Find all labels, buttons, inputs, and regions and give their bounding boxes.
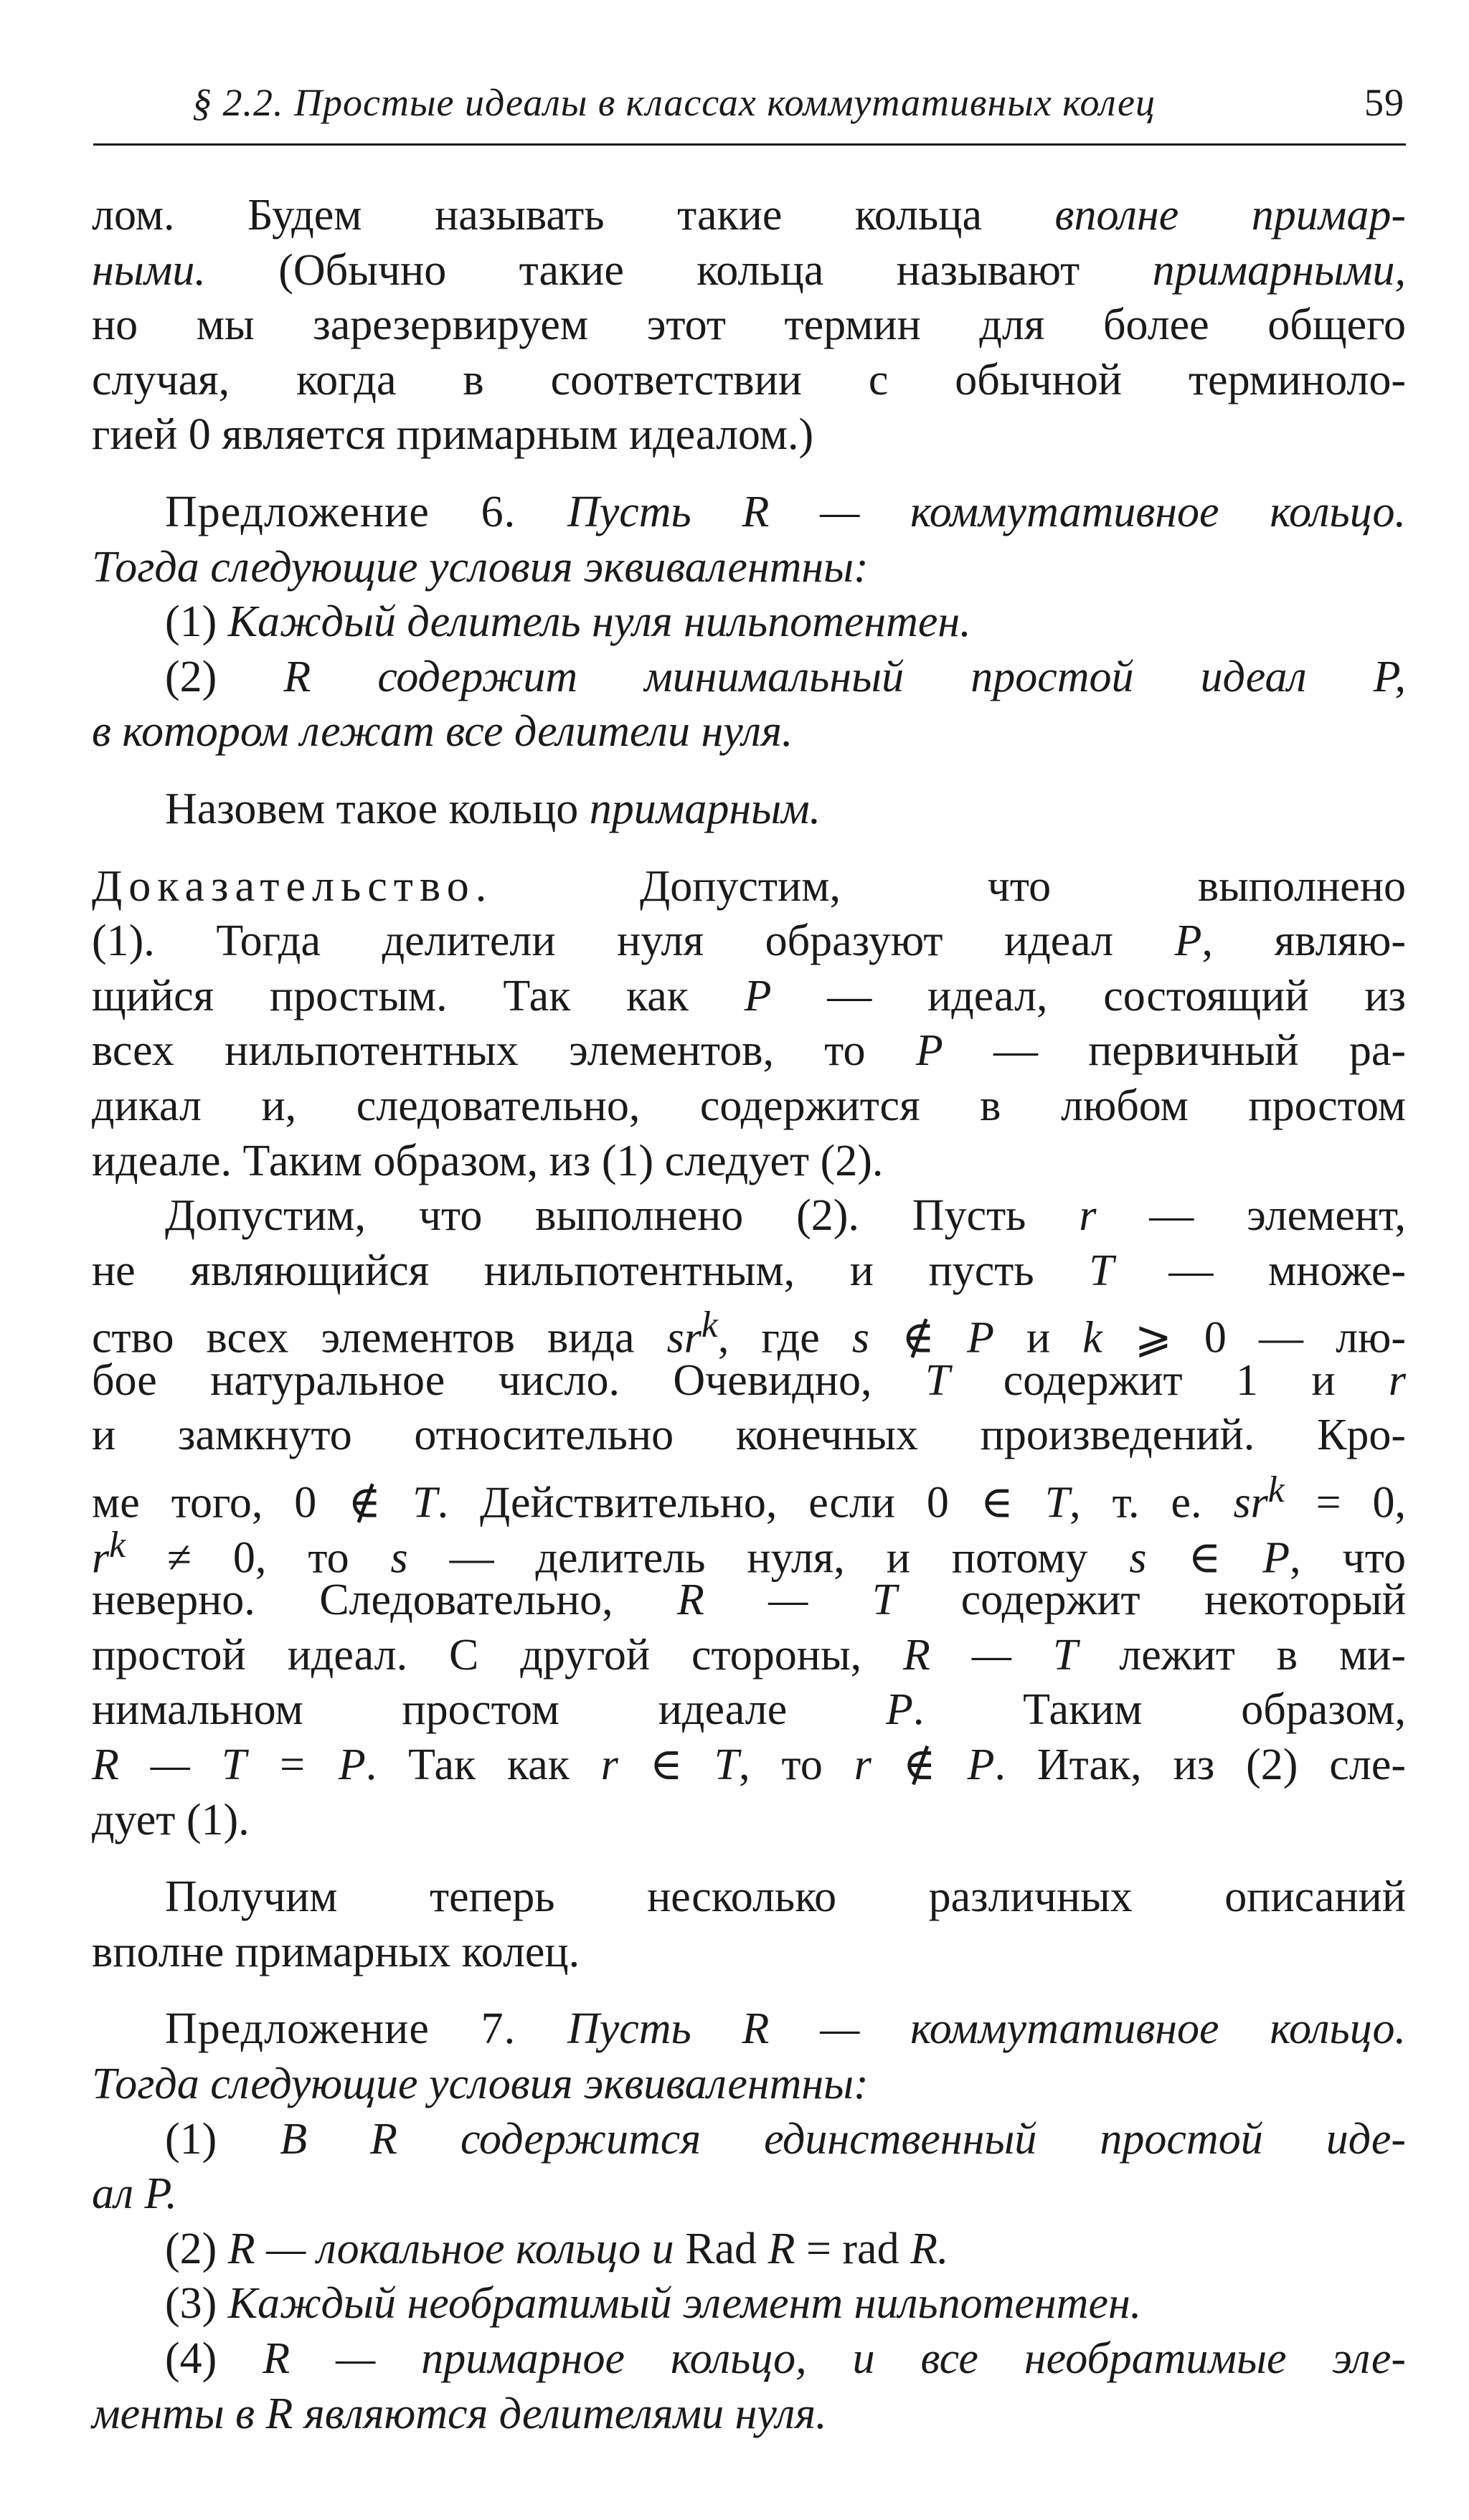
header-title: § 2.2. Простые идеалы в классах коммутативных колец	[192, 81, 1156, 124]
proposition-7-heading: Предложение 7. Пусть R — коммутативное кольцо.	[165, 2004, 1406, 2054]
text-line: дикал и, следовательно, содержится в любом простом	[92, 1081, 1406, 1130]
text-line: лом. Будем называть такие кольца вполне примар-	[92, 191, 1406, 240]
condition-3: (3) Каждый необратимый элемент нильпотентен.	[165, 2279, 1142, 2329]
text-line: Тогда следующие условия эквивалентны:	[92, 2060, 869, 2108]
text-line: простой идеал. С другой стороны, R — T лежит в ми-	[92, 1630, 1407, 1680]
text-line: ал P.	[92, 2169, 177, 2219]
text-line: в котором лежат все делители нуля.	[92, 707, 793, 757]
text-line: идеале. Таким образом, из (1) следует (2).	[92, 1136, 884, 1185]
page-number: 59	[1364, 81, 1404, 124]
definition-line: Назовем такое кольцо примарным.	[165, 784, 821, 833]
text-line: но мы зарезервируем этот термин для более общего	[92, 300, 1406, 350]
text-line: (1). Тогда делители нуля образуют идеал P, являю-	[92, 916, 1406, 966]
condition-2: (2) R — локальное кольцо и Rad R = rad R.	[165, 2224, 949, 2273]
text-line: ство всех элементов вида $sr^k$, где s ∉ P и k ⩾ 0 — лю-	[92, 1304, 1406, 1363]
text-line: ными. (Обычно такие кольца называют примарными,	[92, 245, 1406, 295]
text-line: случая, когда в соответствии с обычной терминоло-	[92, 355, 1406, 404]
text-line: неверно. Следовательно, R — T содержит некоторый	[92, 1576, 1407, 1625]
text-line: менты в R являются делителями нуля.	[92, 2389, 827, 2438]
condition-4: (4) R — примарное кольцо, и все необратимые эле-	[165, 2334, 1406, 2383]
text-line: R — T = P. Так как r ∈ T, то r ∉ P. Итак, из (2) сле-	[92, 1740, 1406, 1790]
text-line: Получим теперь несколько различных описаний	[165, 1872, 1406, 1922]
text-line: гией 0 является примарным идеалом.)	[92, 410, 814, 460]
text-line: не являющийся нильпотентным, и пусть T — множе-	[92, 1246, 1406, 1295]
text-line: вполне примарных колец.	[92, 1927, 580, 1976]
header-rule	[93, 143, 1406, 146]
proof-heading: Доказательство. Допустим, что выполнено	[92, 861, 1406, 911]
condition-1: (1) В R содержится единственный простой иде-	[165, 2114, 1406, 2164]
text-line: бое натуральное число. Очевидно, T содержит 1 и r	[92, 1355, 1406, 1405]
text-line: $r^k \ne 0$, то s — делитель нуля, и потому s ∈ P, что	[92, 1524, 1406, 1583]
text-line: ме того, 0 ∉ T. Действительно, если 0 ∈ T, т. е. $sr^k = 0$,	[92, 1469, 1407, 1527]
condition-1: (1) Каждый делитель нуля нильпотентен.	[165, 597, 971, 647]
proposition-6-heading: Предложение 6. Пусть R — коммутативное кольцо.	[165, 487, 1406, 536]
text-line: дует (1).	[92, 1795, 250, 1844]
text-line: нимальном простом идеале P. Таким образом,	[92, 1685, 1406, 1735]
text-line: Тогда следующие условия эквивалентны:	[92, 542, 869, 592]
text-line: и замкнуто относительно конечных произведений. Кро-	[92, 1411, 1406, 1460]
running-header	[192, 80, 1404, 125]
text-line: всех нильпотентных элементов, то P — первичный ра-	[92, 1026, 1406, 1076]
text-line: Допустим, что выполнено (2). Пусть r — элемент,	[165, 1191, 1406, 1241]
text-line: щийся простым. Так как P — идеал, состоящий из	[92, 971, 1406, 1020]
page-body	[92, 188, 1406, 2441]
condition-2: (2) R содержит минимальный простой идеал P,	[165, 652, 1406, 701]
